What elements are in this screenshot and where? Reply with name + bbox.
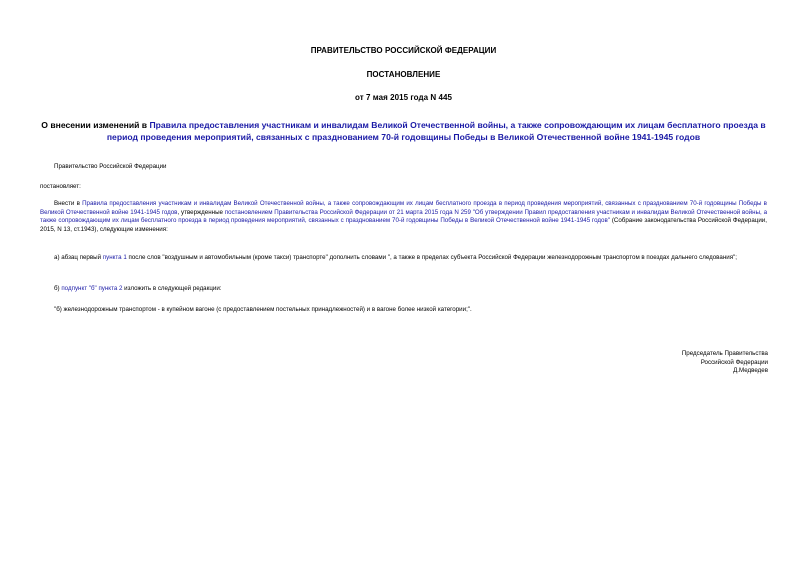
date-number-heading: от 7 мая 2015 года N 445 bbox=[355, 93, 452, 102]
government-line: Правительство Российской Федерации bbox=[54, 163, 167, 170]
signature-name: Д.Медведев bbox=[733, 367, 768, 375]
p1-text-a: Внести в bbox=[54, 200, 83, 207]
paragraph-b bbox=[40, 285, 767, 294]
rules-link[interactable]: Правила предоставления участникам и инвалидам Великой Отечественной войны, а также сопровождающим их лицам бесплатного проезда в период проведения мероприятий, связанных с празднованием 70-й годовщины Победы в Великой Отечественной войне 1941-1945 годов bbox=[40, 200, 767, 216]
pa-text-b: после слов "воздушным и автомобильным (кроме такси) транспорте" дополнить словами ", а также в пределах субъекта Российской Федерации железнодорожным транспортом в поездах дальнего следования"; bbox=[126, 254, 737, 261]
pa-text-a: а) абзац первый bbox=[54, 254, 103, 261]
title-prefix: О внесении изменений в bbox=[41, 120, 150, 130]
paragraph-quote: "б) железнодорожным транспортом - в купейном вагоне (с предоставлением постельных принадлежностей) и в вагоне более низкой категории;". bbox=[54, 306, 472, 313]
pb-text-b: изложить в следующей редакции: bbox=[122, 285, 222, 292]
signature-block bbox=[568, 350, 768, 376]
resolution-259-link[interactable]: постановлением Правительства Российской Федерации от 21 марта 2015 года N 259 "Об утверждении Правил предоставления участникам и инвалидам Великой Отечественной войны, а также сопровождающим их лицам бесплатного проезда в период проведения мероприятий, связанных с празднованием 70-й годовщины Победы в Великой Отечественной войне 1941-1945 годов" bbox=[40, 208, 768, 225]
p1-text-c: (Собрание законодательства Российской Федерации, 2015, N 13, ст.1943), следующие изменения: bbox=[40, 217, 767, 233]
signature-position: Председатель Правительства bbox=[681, 350, 768, 357]
paragraph-a bbox=[40, 254, 767, 263]
p1-text-b: , утвержденные bbox=[177, 208, 225, 216]
signature-country: Российской Федерации bbox=[700, 358, 768, 366]
government-heading: ПРАВИТЕЛЬСТВО РОССИЙСКОЙ ФЕДЕРАЦИИ bbox=[310, 46, 497, 55]
point-1-link[interactable]: пункта 1 bbox=[102, 254, 127, 261]
document-type-heading: ПОСТАНОВЛЕНИЕ bbox=[366, 70, 441, 79]
title-rules-link[interactable]: Правила предоставления участникам и инвалидам Великой Отечественной войны, а также сопровождающим их лицам бесплатного проезда в период проведения мероприятий, связанных с празднованием 70-й годовщины Победы в Великой Отечественной войне 1941-1945 годов bbox=[106, 120, 766, 142]
paragraph-amendments bbox=[40, 200, 767, 234]
resolves-line: постановляет: bbox=[40, 183, 81, 190]
pb-text-a: б) bbox=[54, 285, 62, 292]
subpoint-b-point-2-link[interactable]: подпункт "б" пункта 2 bbox=[61, 285, 123, 292]
document-title bbox=[40, 119, 767, 143]
